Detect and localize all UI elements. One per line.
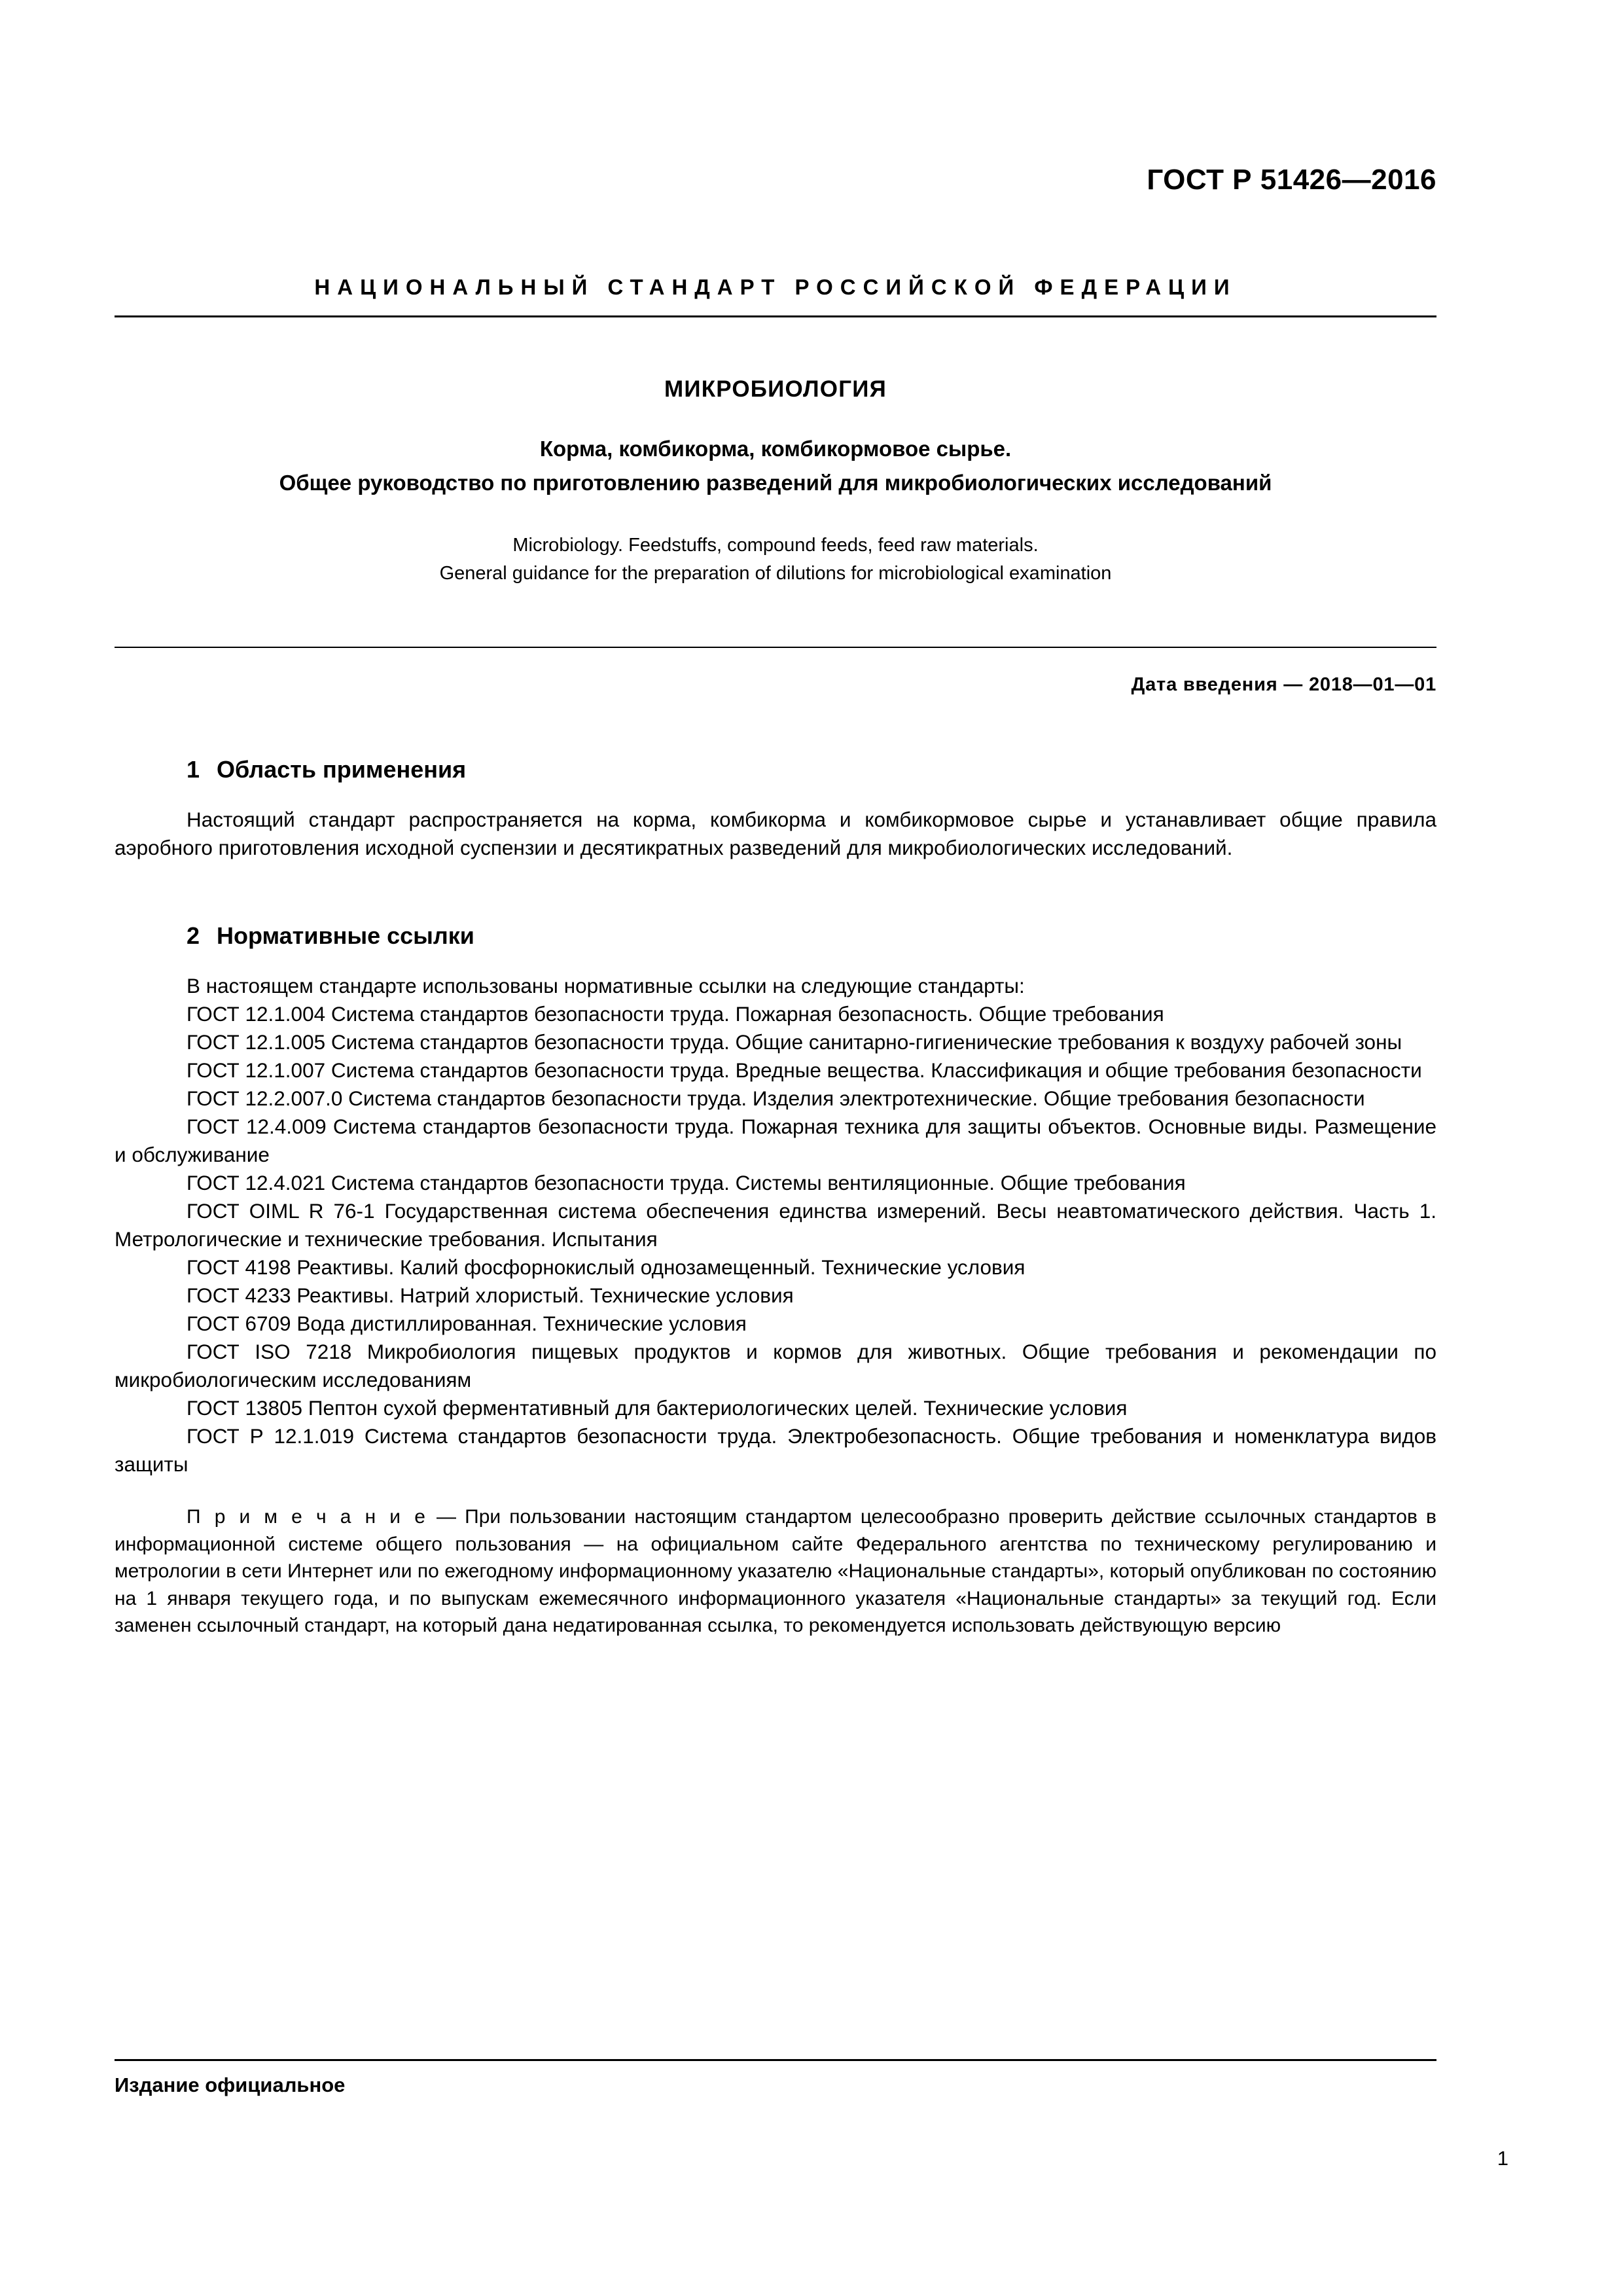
reference-item: ГОСТ 12.1.004 Система стандартов безопасности труда. Пожарная безопасность. Общие требования (187, 1002, 1164, 1026)
page-title: МИКРОБИОЛОГИЯ (664, 376, 887, 402)
note-label: П р и м е ч а н и е (187, 1506, 428, 1528)
reference-item: ГОСТ OIML R 76-1 Государственная система обеспечения единства измерений. Весы неавтоматического действия. Часть 1. Метрологические и технические требования. Испытания (115, 1199, 1436, 1251)
title-english-1: Microbiology. Feedstuffs, compound feeds, feed raw materials. (512, 535, 1039, 556)
reference-item: ГОСТ 4233 Реактивы. Натрий хлористый. Технические условия (187, 1283, 794, 1307)
reference-item: ГОСТ 12.1.005 Система стандартов безопасности труда. Общие санитарно-гигиенические требования к воздуху рабочей зоны (187, 1030, 1402, 1054)
footer-rule (115, 2059, 1436, 2061)
reference-item: ГОСТ Р 12.1.019 Система стандартов безопасности труда. Электробезопасность. Общие требования и номенклатура видов защиты (115, 1424, 1436, 1476)
national-standard-header: НАЦИОНАЛЬНЫЙ СТАНДАРТ РОССИЙСКОЙ ФЕДЕРАЦИИ (314, 275, 1237, 299)
document-number: ГОСТ Р 51426—2016 (1147, 164, 1436, 196)
note-text: — При пользовании настоящим стандартом целесообразно проверить действие ссылочных стандартов в информационной системе общего пользования — на официальном сайте Федерального агентства по техническому регулированию и метрологии в сети Интернет или по ежегодному информационному указателю «Национальные стандарты», который опубликован по состоянию на 1 января текущего года, и по выпускам ежемесячного информационного указателя «Национальные стандарты» за текущий год. Если заменен ссылочный стандарт, на который дана недатированная ссылка, то рекомендуется использовать действующую версию (115, 1506, 1436, 1636)
section-number-1: 1 (187, 756, 200, 783)
reference-item: ГОСТ 12.4.021 Система стандартов безопасности труда. Системы вентиляционные. Общие требования (187, 1171, 1186, 1194)
page-number: 1 (1497, 2147, 1508, 2170)
references-note (115, 1503, 1436, 1640)
reference-item: ГОСТ 6709 Вода дистиллированная. Технические условия (187, 1312, 747, 1335)
title-english-2: General guidance for the preparation of dilutions for microbiological examination (439, 563, 1112, 584)
section-title-2: Нормативные ссылки (217, 922, 474, 949)
header-rule-top (115, 315, 1436, 317)
page-content (115, 0, 1436, 1659)
reference-item: ГОСТ ISO 7218 Микробиология пищевых продуктов и кормов для животных. Общие требования и рекомендации по микробиологическим исследованиям (115, 1340, 1436, 1391)
introduction-date: Дата введения — 2018—01—01 (1131, 674, 1436, 695)
section-heading-references (115, 922, 1436, 950)
title-subtitle-1: Корма, комбикорма, комбикормовое сырье. (539, 437, 1012, 461)
reference-item: ГОСТ 4198 Реактивы. Калий фосфорнокислый однозамещенный. Технические условия (187, 1255, 1026, 1279)
scope-paragraph: Настоящий стандарт распространяется на корма, комбикорма и комбикормовое сырье и устанавливает общие правила аэробного приготовления исходной суспензии и десятикратных разведений для микробиологических исследований. (115, 808, 1436, 859)
title-subtitle-2: Общее руководство по приготовлению разведений для микробиологических исследований (279, 471, 1272, 495)
references-intro: В настоящем стандарте использованы нормативные ссылки на следующие стандарты: (187, 974, 1025, 997)
reference-item: ГОСТ 12.1.007 Система стандартов безопасности труда. Вредные вещества. Классификация и общие требования безопасности (187, 1058, 1422, 1082)
section-number-2: 2 (187, 922, 200, 949)
section-heading-scope (115, 756, 1436, 783)
title-block (115, 376, 1436, 584)
reference-item: ГОСТ 13805 Пептон сухой ферментативный для бактериологических целей. Технические условия (187, 1396, 1128, 1420)
reference-item: ГОСТ 12.2.007.0 Система стандартов безопасности труда. Изделия электротехнические. Общие требования безопасности (187, 1086, 1365, 1110)
official-edition-label: Издание официальное (115, 2073, 346, 2096)
reference-item: ГОСТ 12.4.009 Система стандартов безопасности труда. Пожарная техника для защиты объектов. Основные виды. Размещение и обслуживание (115, 1115, 1436, 1166)
title-rule-bottom (115, 647, 1436, 648)
section-title-1: Область применения (217, 756, 467, 783)
